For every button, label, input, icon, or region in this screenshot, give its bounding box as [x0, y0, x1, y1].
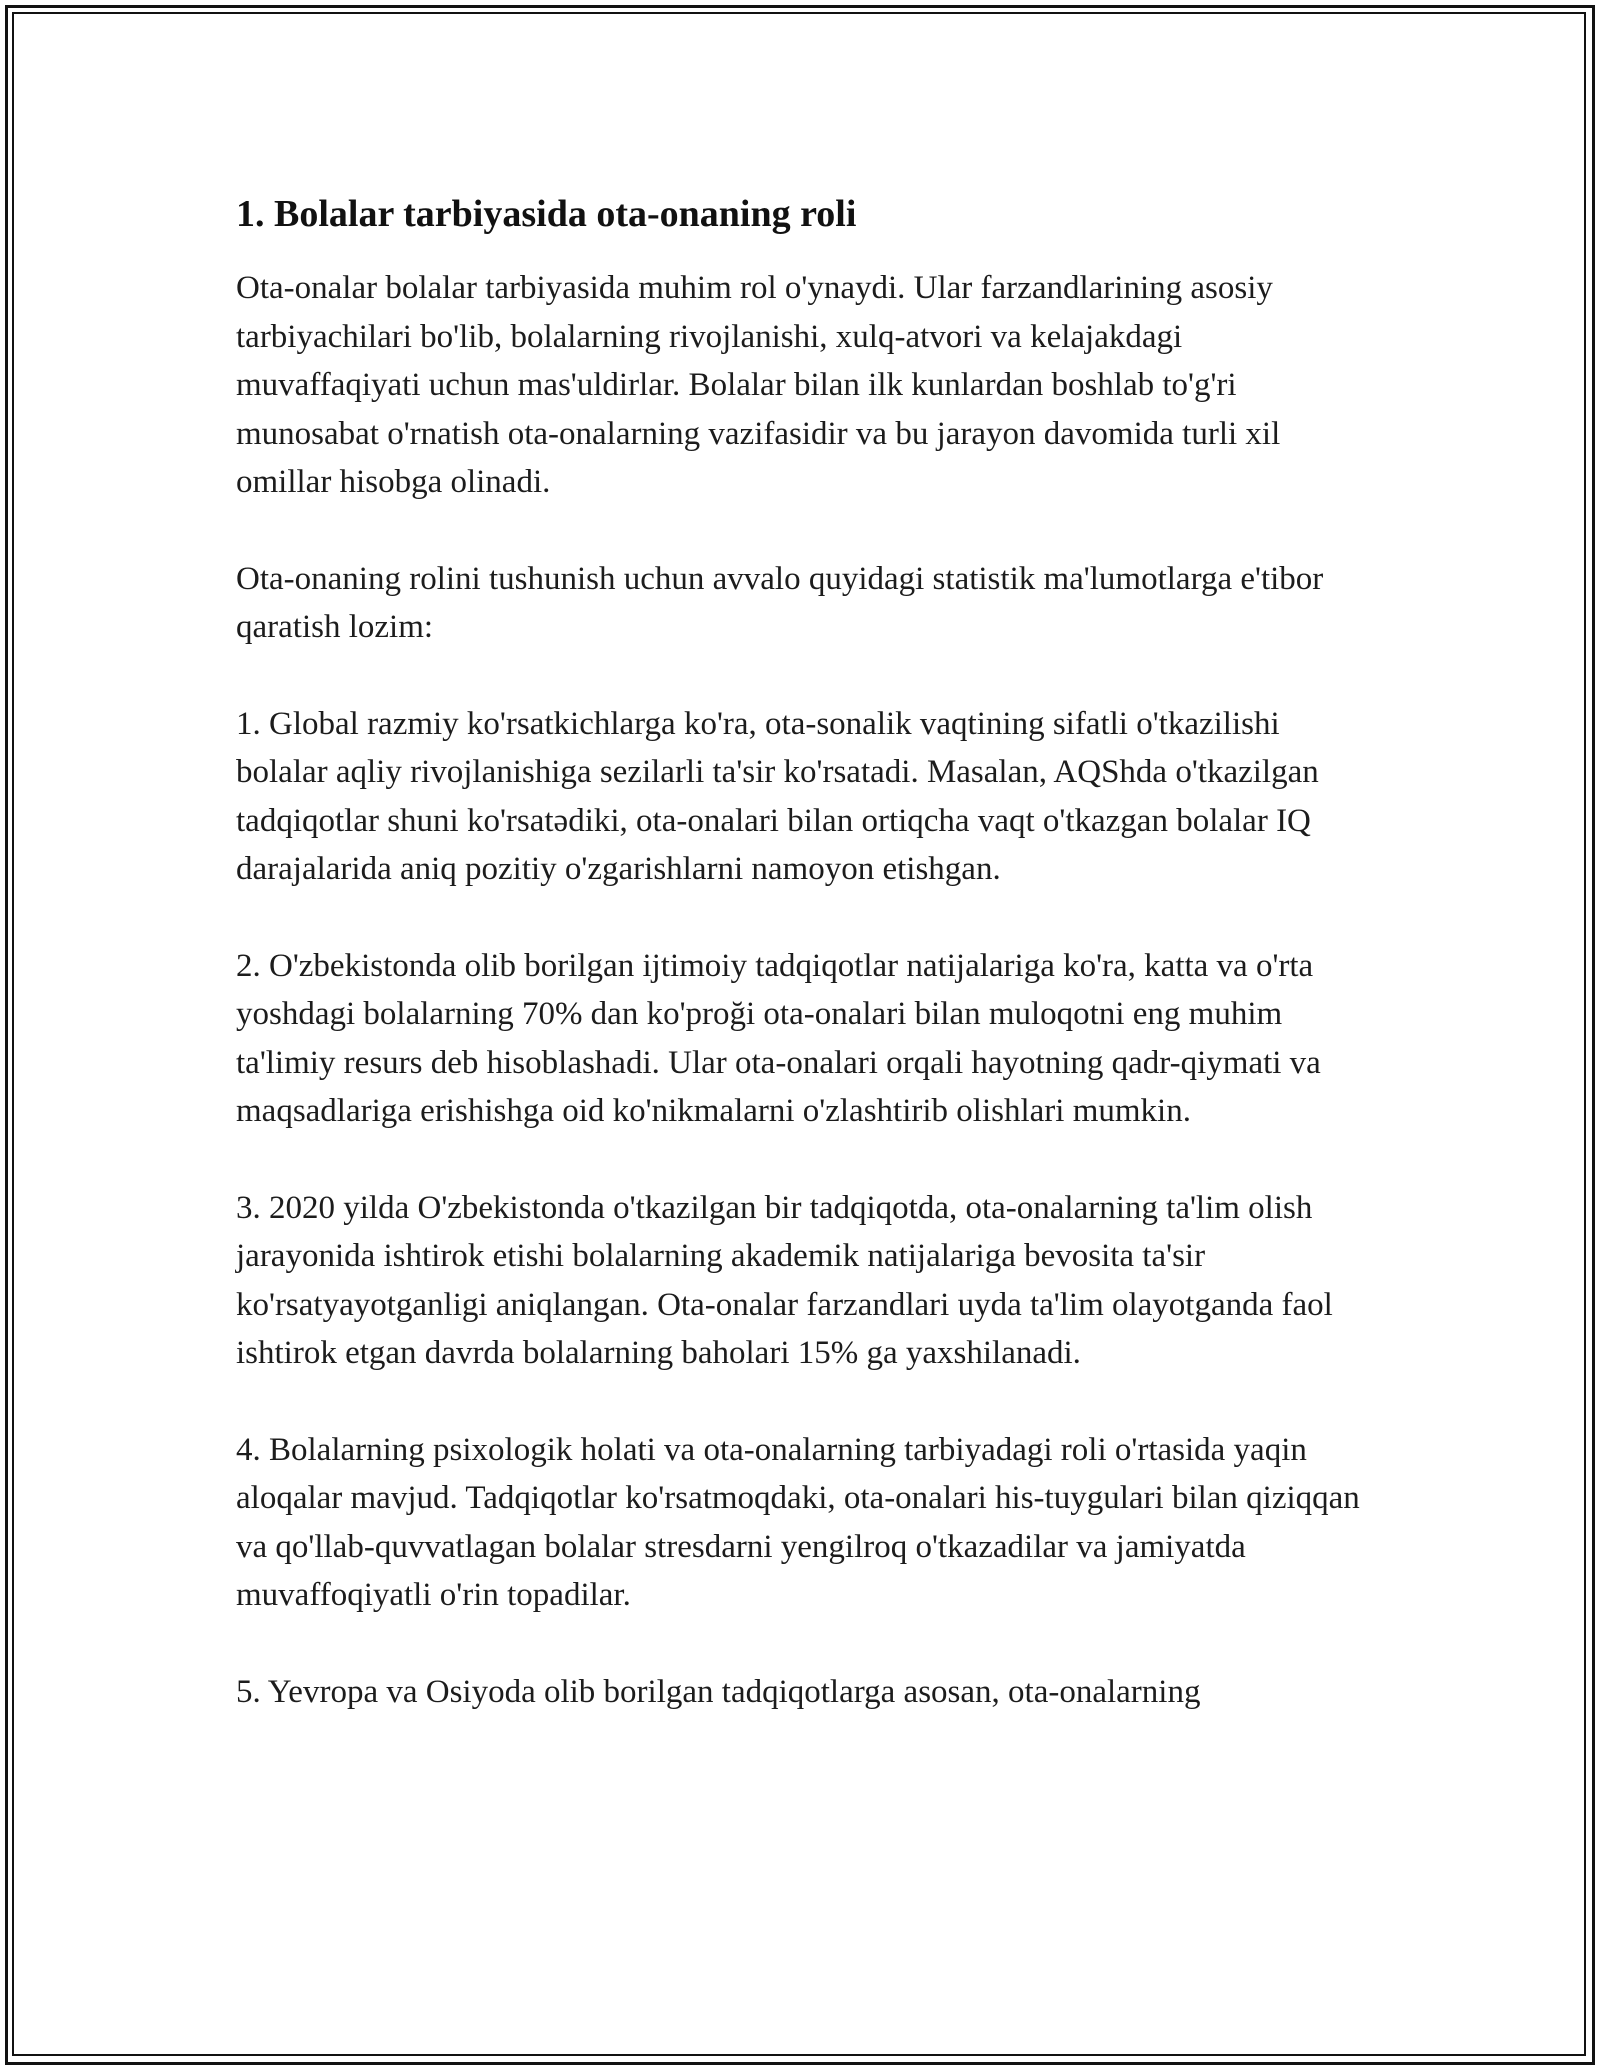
list-item-4: 4. Bolalarning psixologik holati va ota-onalarning tarbiyadagi roli o'rtasida yaqin aloqalar mavjud. Tadqiqotlar ko'rsatmoqdaki, ota-onalari his-tuygulari bilan qiziqqan va qo'llab-quvvatlagan bolalar stresdarni yengilroq o'tkazadilar va jamiyatda muvaffoqiyatli o'rin topadilar. [236, 1431, 1360, 1613]
list-item-1: 1. Global razmiy ko'rsatkichlarga ko'ra, ota-sonalik vaqtining sifatli o'tkazilishi bolalar aqliy rivojlanishiga sezilarli ta'sir ko'rsatadi. Masalan, AQShda o'tkazilgan tadqiqotlar shuni ko'rsatədiki, ota-onalari bilan ortiqcha vaqt o'tkazgan bolalar IQ darajalarida aniq pozitiy o'zgarishlarni namoyon etishgan. [236, 705, 1319, 887]
document-body [236, 186, 1366, 1764]
paragraph-statistics-lead: Ota-onaning rolini tushunish uchun avvalo quyidagi statistik ma'lumotlarga e'tibor qaratish lozim: [236, 560, 1324, 645]
paragraph-intro: Ota-onalar bolalar tarbiyasida muhim rol o'ynaydi. Ular farzandlarining asosiy tarbiyachilari bo'lib, bolalarning rivojlanishi, xulq-atvori va kelajakdagi muvaffaqiyati uchun mas'uldirlar. Bolalar bilan ilk kunlardan boshlab to'g'ri munosabat o'rnatish ota-onalarning vazifasidir va bu jarayon davomida turli xil omillar hisobga olinadi. [236, 270, 1281, 500]
section-heading: 1. Bolalar tarbiyasida ota-onaning roli [236, 193, 857, 235]
list-item-3: 3. 2020 yilda O'zbekistonda o'tkazilgan bir tadqiqotda, ota-onalarning ta'lim olish jarayonida ishtirok etishi bolalarning akademik natijalariga bevosita ta'sir ko'rsatyayotganligi aniqlangan. Ota-onalar farzandlari uyda ta'lim olayotganda faol ishtirok etgan davrda bolalarning baholari 15% ga yaxshilanadi. [236, 1189, 1333, 1371]
list-item-2: 2. O'zbekistonda olib borilgan ijtimoiy tadqiqotlar natijalariga ko'ra, katta va o'rta yoshdagi bolalarning 70% dan ko'proği ota-onalari bilan muloqotni eng muhim ta'limiy resurs deb hisoblashadi. Ular ota-onalari orqali hayotning qadr-qiymati va maqsadlariga erishishga oid ko'nikmalarni o'zlashtirib olishlari mumkin. [236, 947, 1321, 1129]
list-item-5: 5. Yevropa va Osiyoda olib borilgan tadqiqotlarga asosan, ota-onalarning [236, 1673, 1201, 1710]
